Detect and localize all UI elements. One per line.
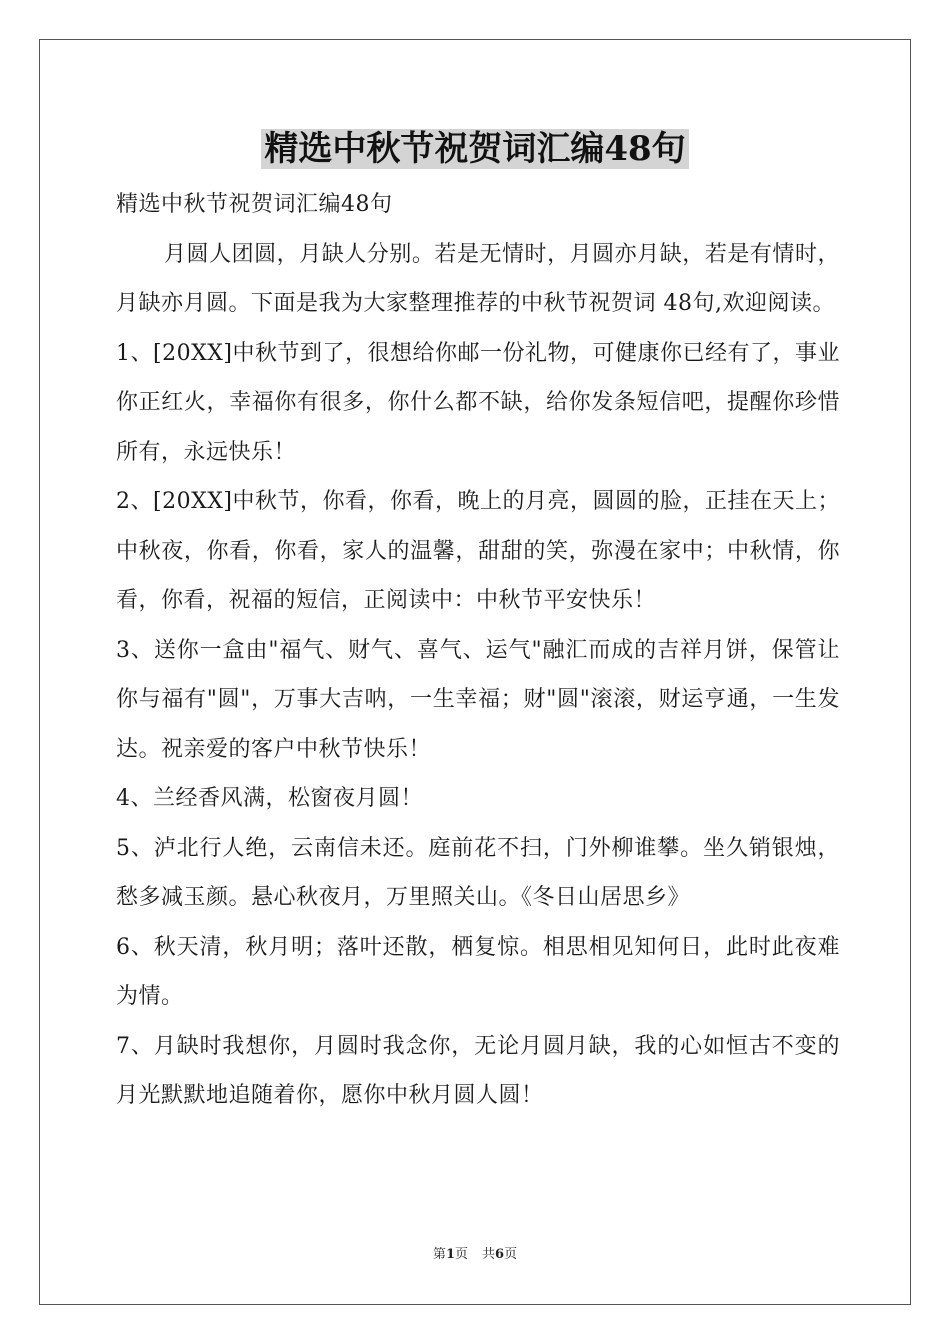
list-item: 5、泸北行人绝，云南信未还。庭前花不扫，门外柳谁攀。坐久销银烛，愁多减玉颜。悬心秋夜月，万里照关山。《冬日山居思乡》 — [116, 835, 840, 910]
list-item: 4、兰经香风满，松窗夜月圆！ — [116, 786, 423, 811]
current-page-number: 1 — [445, 1247, 455, 1262]
list-item: 7、月缺时我想你，月圆时我念你，无论月圆月缺，我的心如恒古不变的月光默默地追随着你，愿你中秋月圆人圆！ — [116, 1033, 840, 1108]
list-item: 3、送你一盒由"福气、财气、喜气、运气"融汇而成的吉祥月饼，保管让你与福有"圆"，万事大吉呐，一生幸福；财"圆"滚滚，财运亨通，一生发达。祝亲爱的客户中秋节快乐！ — [116, 637, 840, 762]
document-body — [116, 180, 840, 1121]
page-prefix: 第 — [432, 1247, 446, 1262]
document-subtitle: 精选中秋节祝贺词汇编48句 — [116, 192, 393, 217]
page-suffix: 页 — [454, 1247, 468, 1262]
intro-paragraph: 月圆人团圆，月缺人分别。若是无情时，月圆亦月缺，若是有情时，月缺亦月圆。下面是我为大家整理推荐的中秋节祝贺词 48句,欢迎阅读。 — [116, 241, 840, 316]
total-page-number: 6 — [495, 1247, 505, 1262]
list-item: 2、[20XX]中秋节，你看，你看，晚上的月亮，圆圆的脸，正挂在天上；中秋夜，你看，你看，家人的温馨，甜甜的笑，弥漫在家中；中秋情，你看，你看，祝福的短信，正阅读中：中秋节平安快乐！ — [116, 489, 840, 613]
list-item: 1、[20XX]中秋节到了，很想给你邮一份礼物，可健康你已经有了，事业你正红火，幸福你有很多，你什么都不缺，给你发条短信吧，提醒你珍惜所有，永远快乐！ — [116, 340, 840, 465]
total-prefix: 共 — [482, 1247, 496, 1262]
document-title: 精选中秋节祝贺词汇编48句 — [261, 129, 688, 169]
total-suffix: 页 — [504, 1247, 518, 1262]
document-title-container — [0, 124, 950, 174]
list-item: 6、秋天清，秋月明；落叶还散，栖复惊。相思相见知何日，此时此夜难为情。 — [116, 934, 840, 1009]
page-footer — [0, 1246, 950, 1264]
